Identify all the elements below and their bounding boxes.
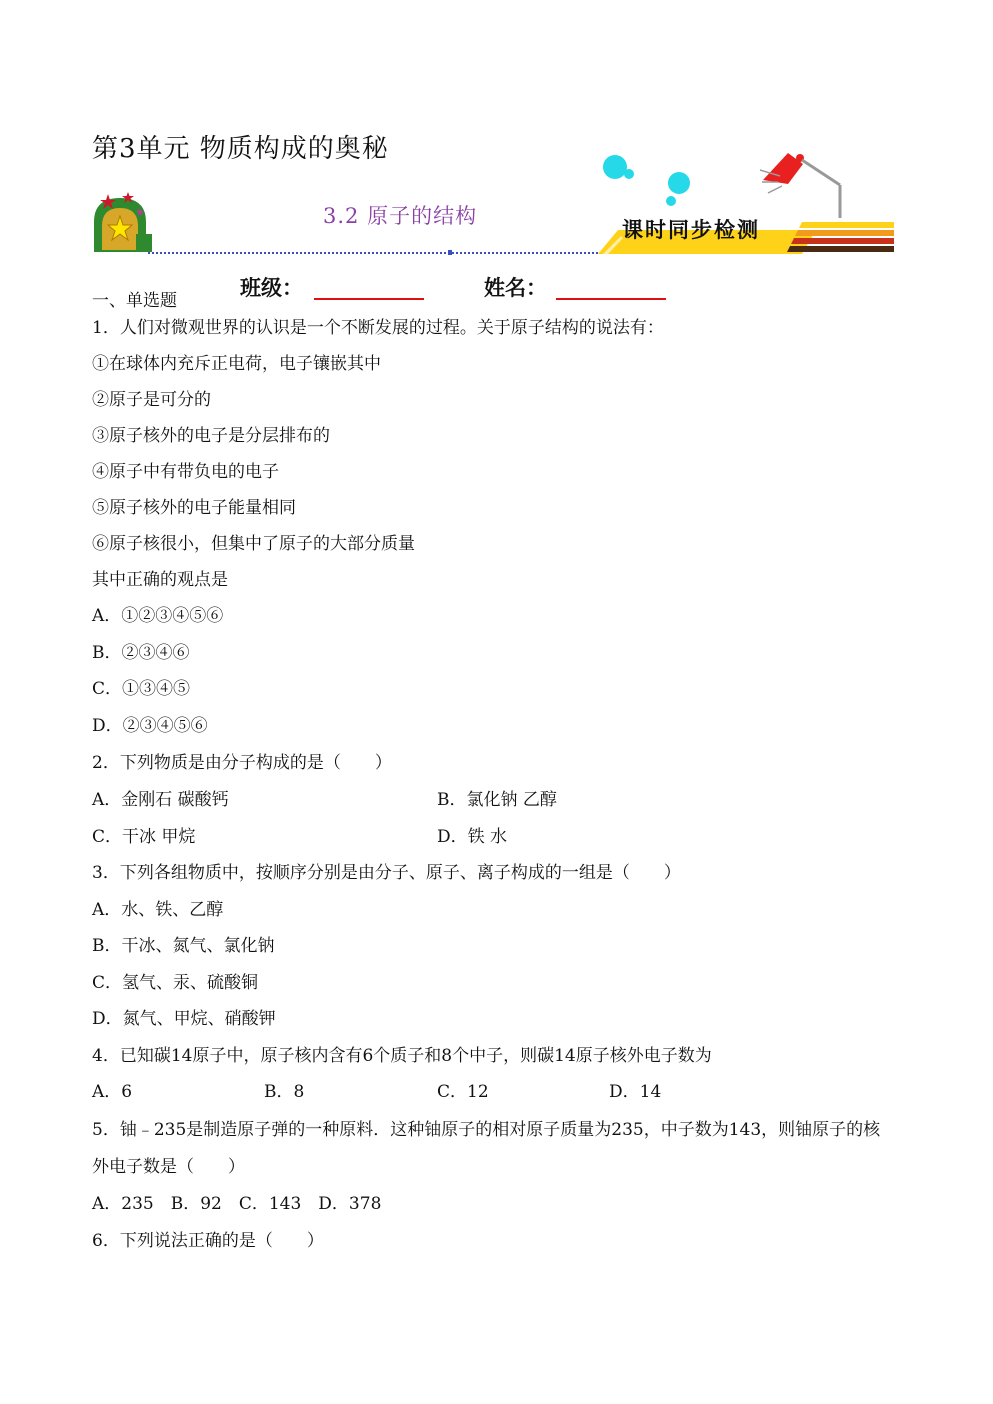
question-1-statement: ②原子是可分的 [92, 390, 211, 410]
name-field[interactable] [556, 276, 666, 300]
question-6-stem: 6．下列说法正确的是（ ） [92, 1231, 324, 1251]
header-banner [88, 150, 898, 262]
question-1-statement: ④原子中有带负电的电子 [92, 462, 279, 482]
lamp-icon [760, 153, 840, 218]
question-1-statement: ①在球体内充斥正电荷，电子镶嵌其中 [92, 354, 381, 374]
question-5-stem-continued: 外电子数是（ ） [92, 1157, 245, 1177]
name-label: 姓名： [484, 275, 547, 300]
question-5-options[interactable]: A．235 B．92 C．143 D．378 [92, 1194, 382, 1214]
star-badge-icon [94, 192, 152, 252]
question-1-option-d[interactable]: D．②③④⑤⑥ [92, 716, 208, 736]
question-3-option-c[interactable]: C．氢气、汞、硫酸铜 [92, 973, 259, 993]
question-2-option-c[interactable]: C．干冰 甲烷 [92, 827, 196, 847]
section-title: 一、单选题 [92, 291, 177, 311]
question-3-option-a[interactable]: A．水、铁、乙醇 [92, 900, 224, 920]
question-2-stem: 2．下列物质是由分子构成的是（ ） [92, 753, 392, 773]
question-1-option-c[interactable]: C．①③④⑤ [92, 679, 191, 699]
question-2-option-a[interactable]: A．金刚石 碳酸钙 [92, 790, 229, 810]
bubbles-icon [603, 155, 690, 206]
unit-title: 第3单元 物质构成的奥秘 [92, 134, 389, 164]
question-5-stem: 5．铀﹣235是制造原子弹的一种原料．这种铀原子的相对原子质量为235，中子数为143，则铀原子的核 [92, 1120, 881, 1140]
question-1-option-b[interactable]: B．②③④⑥ [92, 643, 190, 663]
class-label: 班级： [240, 275, 303, 300]
badge-text: 课时同步检测 [622, 217, 760, 242]
question-2-option-b[interactable]: B．氯化钠 乙醇 [437, 790, 557, 810]
question-2-option-d[interactable]: D．铁 水 [437, 827, 508, 847]
question-4-option-a[interactable]: A．6 [92, 1082, 133, 1102]
question-3-option-d[interactable]: D．氮气、甲烷、硝酸钾 [92, 1009, 276, 1029]
question-4-option-d[interactable]: D．14 [609, 1082, 662, 1102]
question-1-statement: ⑥原子核很小，但集中了原子的大部分质量 [92, 534, 415, 554]
question-4-stem: 4．已知碳14原子中，原子核内含有6个质子和8个中子，则碳14原子核外电子数为 [92, 1046, 712, 1066]
question-1-statement: ③原子核外的电子是分层排布的 [92, 426, 330, 446]
question-3-option-b[interactable]: B．干冰、氮气、氯化钠 [92, 936, 275, 956]
question-1-prompt: 其中正确的观点是 [92, 570, 228, 590]
question-4-option-b[interactable]: B．8 [264, 1082, 305, 1102]
question-1-option-a[interactable]: A．①②③④⑤⑥ [92, 606, 224, 626]
question-4-option-c[interactable]: C．12 [437, 1082, 489, 1102]
question-3-stem: 3．下列各组物质中，按顺序分别是由分子、原子、离子构成的一组是（ ） [92, 863, 681, 883]
question-1-statement: ⑤原子核外的电子能量相同 [92, 498, 296, 518]
class-field[interactable] [314, 276, 424, 300]
question-1-stem: 1．人们对微观世界的认识是一个不断发展的过程。关于原子结构的说法有： [92, 318, 664, 338]
lesson-title: 3.2 原子的结构 [323, 204, 478, 228]
